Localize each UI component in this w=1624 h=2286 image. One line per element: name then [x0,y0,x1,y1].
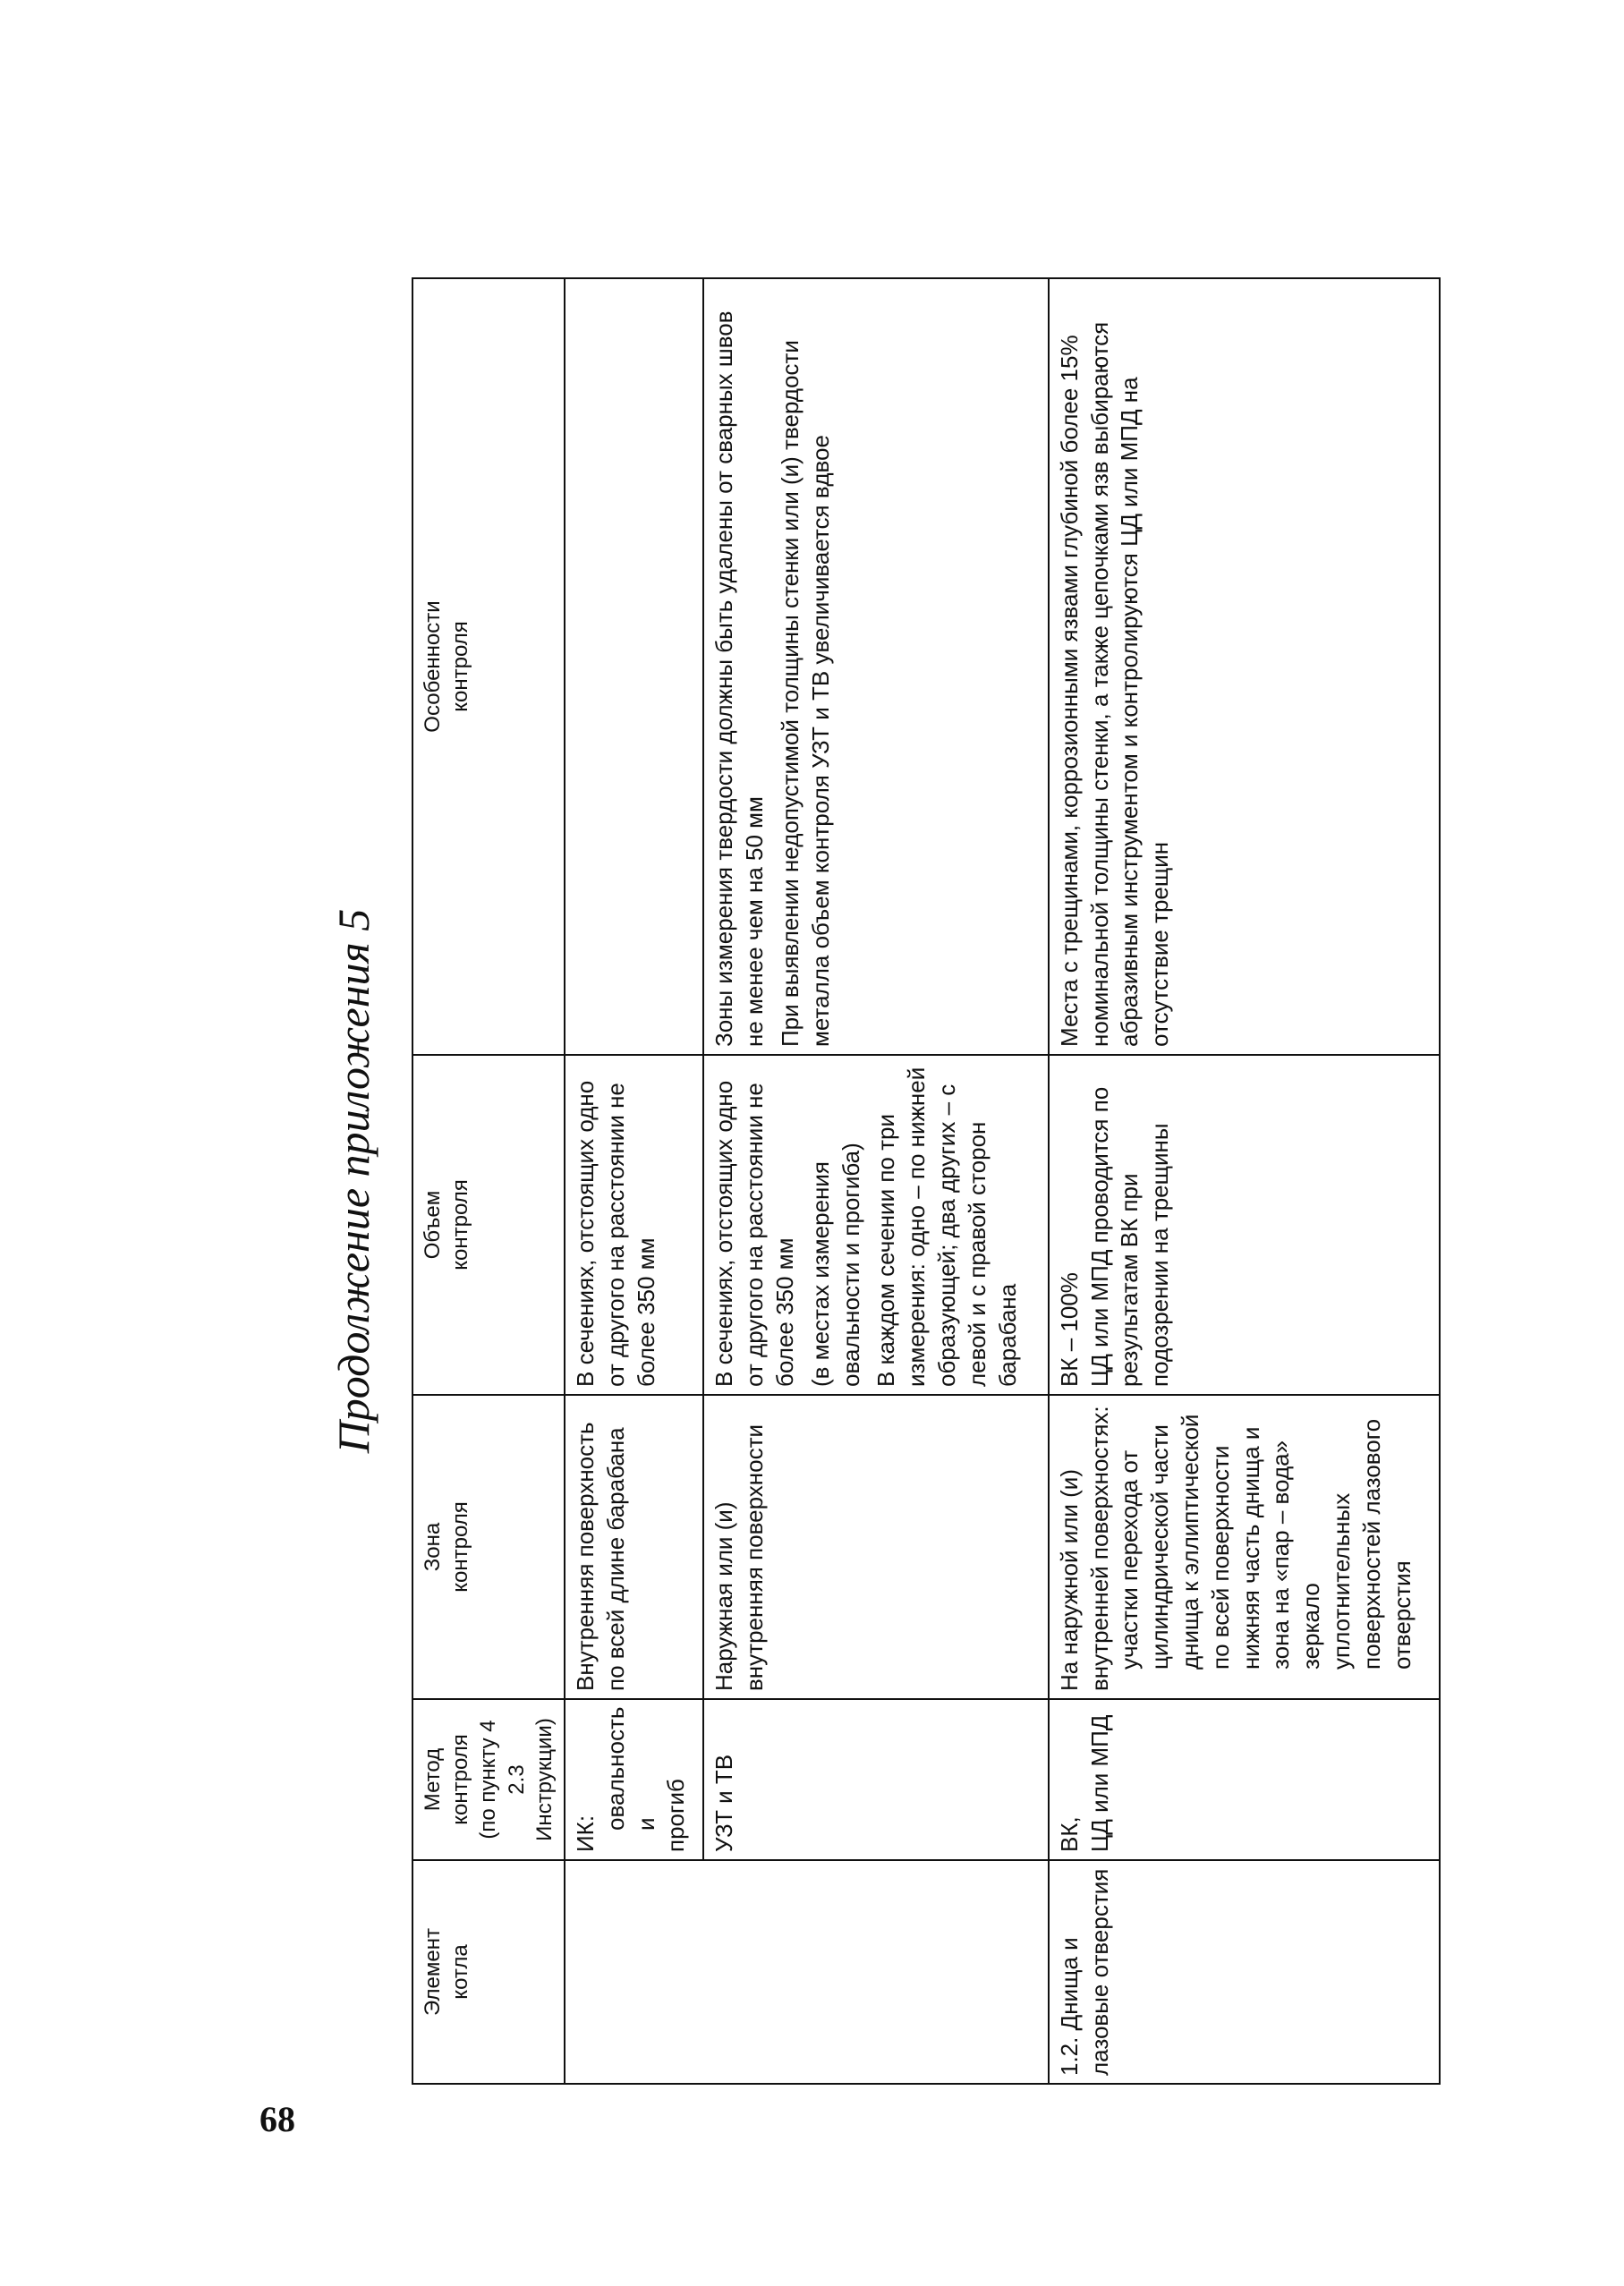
table-row [1049,278,1440,2084]
cell-method [1049,1699,1440,1860]
features-text: При выявлении недопустимой толщины стенки или (и) твердости металла объем контроля УЗТ и ТВ увеличивается вдвое [776,340,834,1047]
cell-zone [1049,1395,1440,1699]
cell-volume [1049,1055,1440,1395]
method-line: ВК, [1055,1816,1083,1852]
cell-method [565,1699,703,1860]
header-element [412,1860,565,2084]
cell-volume [565,1055,703,1395]
cell-element [565,1860,1049,2084]
header-volume [412,1055,565,1395]
zone-text: участки перехода от цилиндрической части днища к эллиптической по всей поверхности [1116,1414,1234,1670]
header-element-line: Элемент [421,1928,445,2016]
header-element-line: котла [448,1944,473,2000]
header-method-line: Метод контроля [421,1734,473,1825]
zone-text: На наружной или (и) внутренней поверхностях: [1055,1406,1113,1691]
zone-text: нижняя часть днища и зона на «пар – вода» [1237,1426,1295,1670]
cell-zone [703,1395,1048,1699]
header-method-line: Инструкции) [531,1718,557,1841]
volume-text: В сечениях, отстоящих одно от другого на расстоянии не более 350 мм [571,1080,659,1387]
rotated-sheet [304,277,1450,2085]
volume-text: (в местах измерения овальности и прогиба) [806,1143,864,1387]
method-line: прогиб [662,1779,690,1852]
header-method-line: (по пункту 4 2.3 [476,1720,529,1840]
table-caption: Продолжение приложения 5 [328,908,378,1454]
table-row [565,278,703,2084]
header-zone-line: Зона [421,1522,445,1572]
zone-text: Наружная или (и) внутренняя поверхности [710,1423,769,1691]
volume-text: ЦД или МПД проводится по результатам ВК при подозрении на трещины [1085,1086,1174,1387]
method-line: овальность и [601,1706,659,1831]
header-zone-line: контроля [448,1501,473,1593]
header-method [412,1699,565,1860]
header-features [412,278,565,1055]
cell-zone [565,1395,703,1699]
features-text: Зоны измерения твердости должны быть удалены от сварных швов не менее чем на 50 мм [710,310,769,1047]
cell-features [703,278,1048,1055]
header-row [412,278,565,2084]
volume-text: ВК – 100% [1055,1272,1083,1387]
inspection-table [412,277,1441,2085]
cell-element: 1.2. Днища и лазовые отверстия [1049,1860,1440,2084]
zone-text: Внутренняя поверхность по всей длине барабана [571,1422,629,1691]
table-row [703,278,1048,2084]
method-line: ИК: [571,1814,599,1852]
volume-text: В сечениях, отстоящих одно от другого на расстоянии не более 350 мм [710,1080,798,1387]
header-volume-line: Объем [421,1190,445,1260]
cell-features [1049,278,1440,1055]
header-features-line: Особенности [421,600,445,733]
header-zone [412,1395,565,1699]
page-number: 68 [259,2099,295,2139]
method-line: УЗТ и ТВ [710,1754,738,1852]
cell-features [565,278,703,1055]
cell-method [703,1699,1048,1860]
volume-text: В каждом сечении по три измерения: одно – по нижней образующей; два других – с левой и с правой сторон барабана [872,1067,1021,1387]
zone-text: зеркало уплотнительных поверхностей лазового отверстия [1297,1418,1416,1670]
table-wrapper [412,277,1441,2085]
features-text: Места с трещинами, коррозионными язвами глубиной более 15% номинальной толщины стенки, а также цепочками язв выбираются абразивным инструментом и контролируются ЦД или МПД на отсутствие трещин [1055,321,1174,1047]
cell-volume [703,1055,1048,1395]
header-volume-line: контроля [448,1179,473,1270]
method-line: ЦД или МПД [1085,1714,1113,1852]
header-features-line: контроля [448,621,473,712]
